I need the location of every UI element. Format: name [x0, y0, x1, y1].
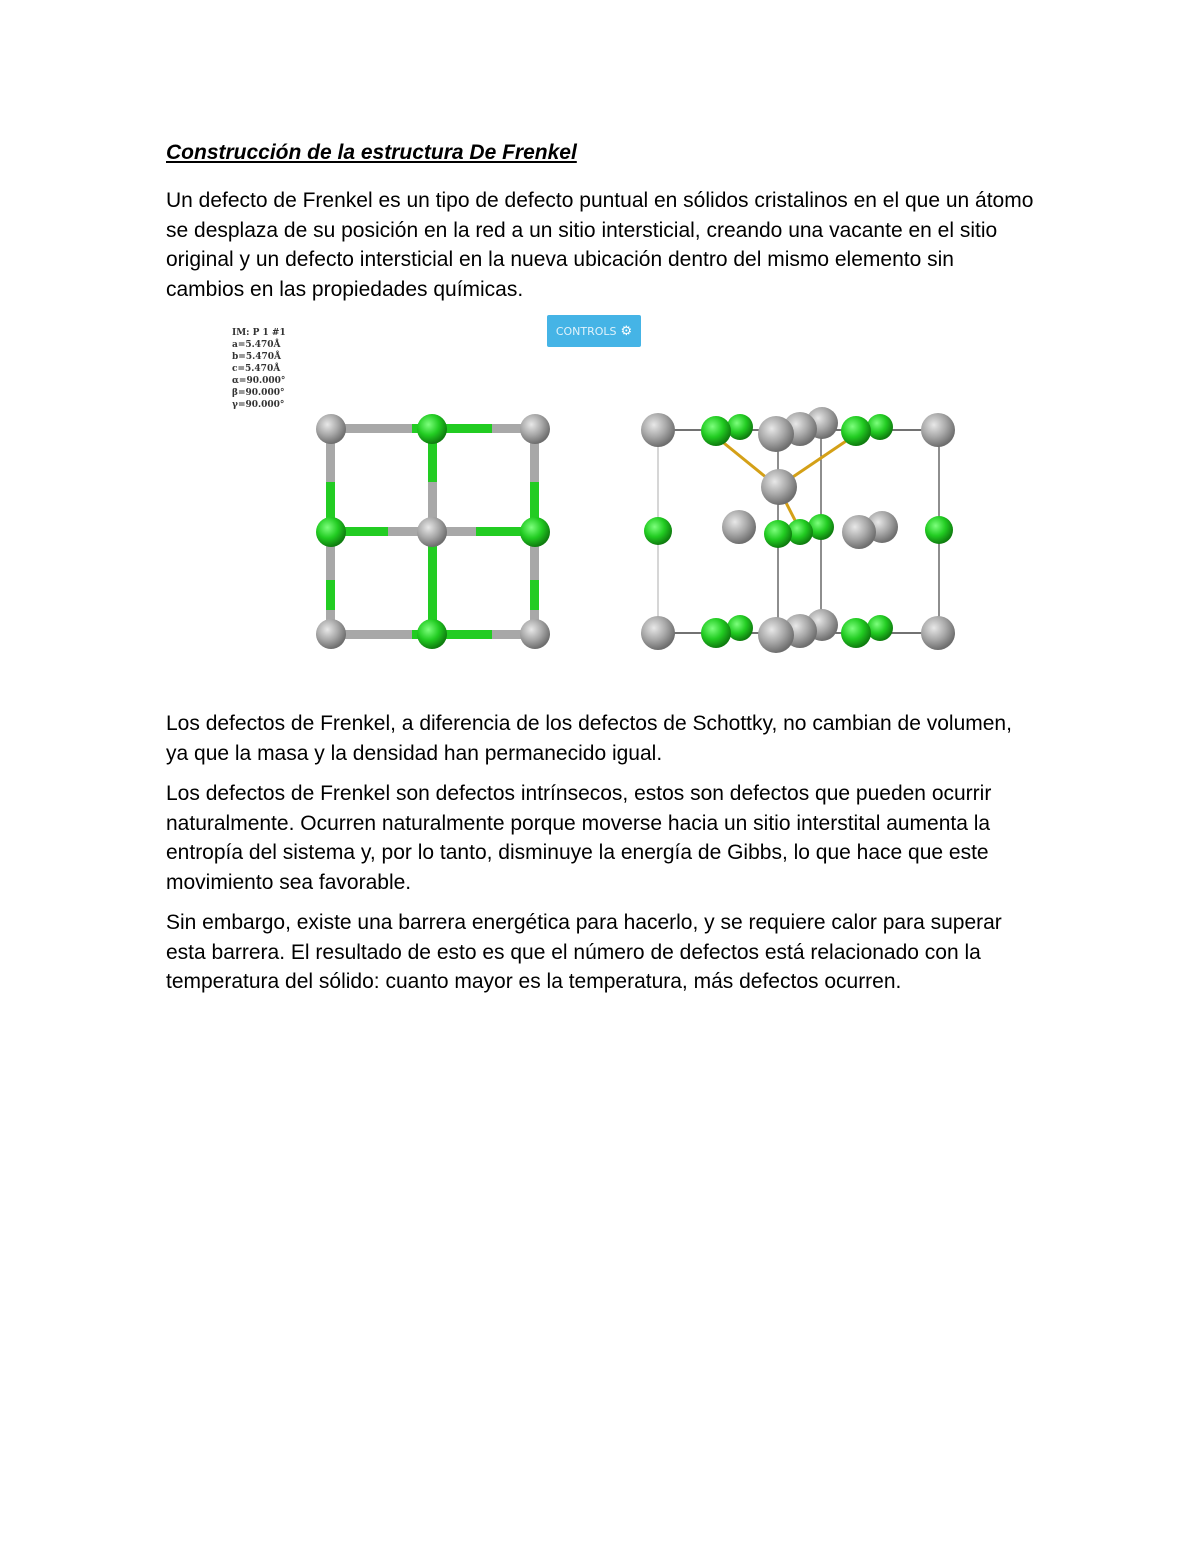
cell-param-beta: β=90.000° [232, 388, 285, 398]
green-atom [867, 615, 893, 641]
paragraph-intrinsic: Los defectos de Frenkel son defectos intrínsecos, estos son defectos que pueden ocurrir naturalmente. Ocurren naturalmente porque moverse hacia un sitio interstital aumenta la entropía del sistema y, por lo tanto, disminuye la energía de Gibbs, lo que hace que este movimiento sea favorable. [166, 782, 992, 894]
document-content [166, 138, 1036, 1008]
green-atom [417, 414, 447, 444]
crystal-3d-frenkel-defect [641, 407, 955, 653]
green-atom [867, 414, 893, 440]
cell-param-space-group: IM: P 1 #1 [232, 328, 286, 338]
green-atom [417, 619, 447, 649]
gray-atom [641, 413, 675, 447]
gear-icon: ⚙ [620, 323, 633, 339]
cell-param-alpha: α=90.000° [232, 376, 286, 386]
green-atom [841, 618, 871, 648]
gray-atom [316, 414, 346, 444]
gray-atom [758, 416, 794, 452]
green-atom [727, 615, 753, 641]
cell-param-a: a=5.470Å [232, 340, 281, 350]
gray-atom [520, 414, 550, 444]
gray-atom [316, 619, 346, 649]
gray-atom [417, 517, 447, 547]
green-atom [841, 416, 871, 446]
gray-atom [520, 619, 550, 649]
cell-param-c: c=5.470Å [232, 364, 281, 374]
green-atom [644, 517, 672, 545]
gray-atom [758, 617, 794, 653]
gray-atom [921, 413, 955, 447]
cell-param-gamma: γ=90.000° [232, 400, 285, 410]
green-atom [701, 416, 731, 446]
green-atom [520, 517, 550, 547]
crystal-2d-projection [316, 414, 550, 649]
controls-label: CONTROLS [555, 324, 617, 338]
gray-atom [921, 616, 955, 650]
paragraph-definition: Un defecto de Frenkel es un tipo de defecto puntual en sólidos cristalinos en el que un átomo se desplaza de su posición en la red a un sitio intersticial, creando una vacante en el sitio original y un defecto intersticial en la nueva ubicación dentro del mismo elemento sin cambios en las propiedades químicas. [166, 189, 1034, 301]
bond [428, 537, 437, 632]
green-atom [701, 618, 731, 648]
cell-param-b: b=5.470Å [232, 352, 281, 362]
crystal-structure-figure [166, 315, 1036, 685]
paragraph-volume: Los defectos de Frenkel, a diferencia de los defectos de Schottky, no cambian de volumen, ya que la masa y la densidad han permanecido igual. [166, 712, 1012, 765]
green-atom [316, 517, 346, 547]
paragraph-energy-barrier: Sin embargo, existe una barrera energética para hacerlo, y se requiere calor para superar esta barrera. El resultado de esto es que el número de defectos está relacionado con la temperatura del sólido: cuanto mayor es la temperatura, más defectos ocurren. [166, 911, 1002, 993]
green-atom [764, 520, 792, 548]
green-atom [925, 516, 953, 544]
bond [326, 580, 335, 610]
gray-atom [641, 616, 675, 650]
section-title: Construcción de la estructura De Frenkel [166, 141, 577, 164]
crystal-viewer[interactable] [166, 315, 1036, 685]
gray-atom [761, 469, 797, 505]
bond [530, 580, 539, 610]
gray-atom [842, 515, 876, 549]
green-atom [727, 414, 753, 440]
gray-atom [722, 510, 756, 544]
